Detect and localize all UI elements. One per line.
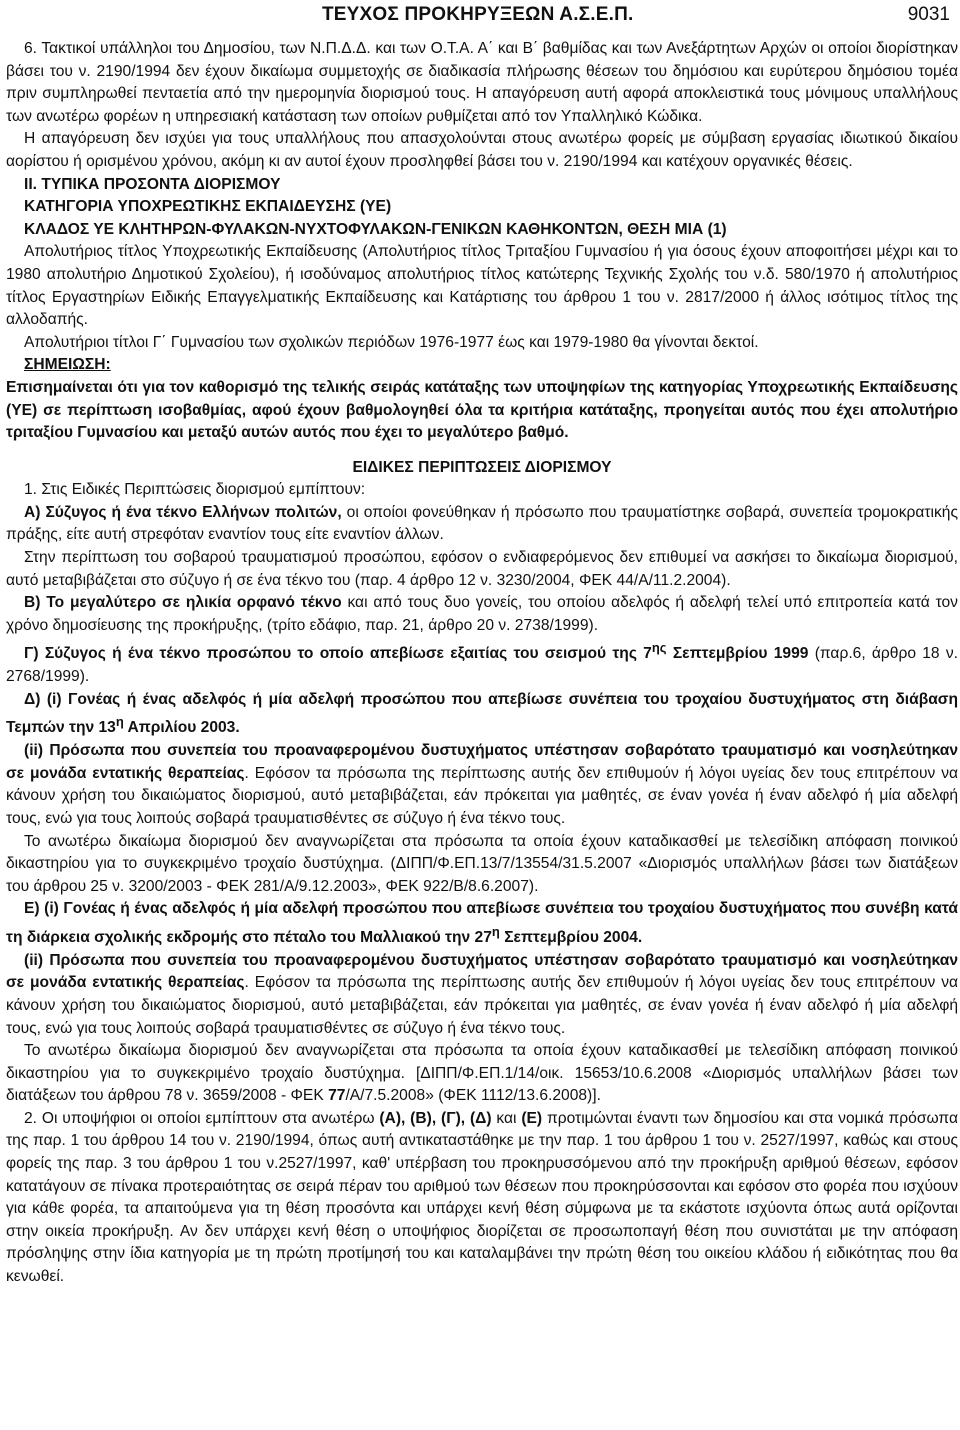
special-cases-intro: 1. Στις Ειδικές Περιπτώσεις διορισμού εμπίπτουν: (24, 481, 366, 499)
case-e-exclusion: Το ανωτέρω δικαίωμα διορισμού δεν αναγνωρίζεται στα πρόσωπα τα οποία έχουν καταδικασθεί με τελεσίδικη απόφαση ποινικού δικαστηρίου για το συγκεκριμένο τροχαίο δυστύχημα. [ΔΙΠΠ/Φ.ΕΠ.1/14/οικ. 15653/10.6.2008 «Διορισμός υπαλλήλων βάσει των διατάξεων του άρθρου 78 ν. 3659/2008 - ΦΕΚ 77/Α/7.5.2008» (ΦΕΚ 1112/13.6.2008)]. (6, 1042, 958, 1105)
qualification-gymnasium-text: Απολυτήριοι τίτλοι Γ΄ Γυμνασίου των σχολικών περιόδων 1976-1977 έως και 1979-1980 θα γίνονται δεκτοί. (24, 333, 759, 351)
qualification-text: Απολυτήριος τίτλος Υποχρεωτικής Εκπαίδευσης (Απολυτήριος τίτλος Τριταξίου Γυμνασίου ή για όσους έχουν αποφοιτήσει μέχρι και το 1980 απολυτήριο Δημοτικού Σχολείου), ή ισοδύναμος απολυτήριος τίτλος κατώτερης Τεχνικής Σχολής του ν.δ. 580/1970 ή απολυτήριος τίτλος Εργαστηρίων Ειδικής Επαγγελματικής Εκπαίδευσης και Κατάρτισης του άρθρου 1 του ν. 2817/2000 ή άλλος ισότιμος τίτλος της αλλοδαπής. (6, 243, 958, 329)
case-d-i: Δ) (i) Γονέας ή ένας αδελφός ή μία αδελφή προσώπου που απεβίωσε συνέπεια του τροχαίου δυστυχήματος στη διάβαση Τεμπών την $13^\eta$ Απριλίου 2003. (6, 690, 958, 737)
paragraph-permanent-employees: 6. Τακτικοί υπάλληλοι του Δημοσίου, των Ν.Π.Δ.Δ. και των Ο.Τ.Α. Α΄ και Β΄ βαθμίδας και των Ανεξάρτητων Αρχών οι οποίοι διορίστηκαν βάσει του ν. 2190/1994 δεν έχουν δικαίωμα συμμετοχής σε διαδικασία πλήρωσης θέσεων του δημόσιου και ευρύτερου δημόσιου τομέα πριν συμπληρωθεί πενταετία από την ημερομηνία διορισμού τους. Η απαγόρευση αυτή αφορά αποκλειστικά τους μόνιμους υπαλλήλους των ανωτέρω φορέων η υπηρεσιακή κατάσταση των οποίων ρυθμίζεται από τον Υπαλληλικό Κώδικα. (6, 40, 958, 125)
category-heading: ΚΑΤΗΓΟΡΙΑ ΥΠΟΧΡΕΩΤΙΚΗΣ ΕΚΠΑΙΔΕΥΣΗΣ (ΥΕ) (24, 198, 392, 216)
case-d-exclusion: Το ανωτέρω δικαίωμα διορισμού δεν αναγνωρίζεται στα πρόσωπα τα οποία έχουν καταδικασθεί με τελεσίδικη απόφαση ποινικού δικαστηρίου για το συγκεκριμένο τροχαίο δυστύχημα. (ΔΙΠΠ/Φ.ΕΠ.13/7/13554/31.5.2007 «Διορισμός υπαλλήλων βάσει των διατάξεων του άρθρου 25 ν. 3200/2003 - ΦΕΚ 281/Α/9.12.2003», ΦΕΚ 922/Β/8.6.2007). (6, 832, 958, 895)
paragraph-priority: 2. Οι υποψήφιοι οι οποίοι εμπίπτουν στα ανωτέρω (Α), (Β), (Γ), (Δ) και (Ε) προτιμώνται έναντι των δημοσίου και στα νομικά πρόσωπα της παρ. 1 του άρθρου 14 του ν. 2190/1994, όπως αυτή αντικαταστάθηκε με την παρ. 1 του άρθρου 1 του ν. 2527/1997, καθώς και στους φορείς της παρ. 3 του άρθρου 1 του ν.2527/1997, καθ' υπέρβαση του προκηρυσσόμενου από την προκήρυξη αριθμού θέσεων, εφόσον κατατάγουν σε πίνακα προτεραιότητας σε σειρά πέραν του αριθμού των θέσεων που προκηρύσσονται και εφόσον στο φορέα που ισχύουν για κάθε φορέα, τα απαιτούμενα για τη θέση προσόντα και υπάρχει κενή θέση σύμφωνα με τα εκάστοτε ισχύοντα όπως αυτά ορίζονται στην οικεία προκήρυξη. Αν δεν υπάρχει κενή θέση ο υποψήφιος διορίζεται σε προσωποπαγή θέση που συνιστάται με την απόφαση πρόσληψης στην ίδια κατηγορία με τη πρώτη προτίμησή του και καταλαμβάνει την πρώτη θέση του οικείου κλάδου ή ειδικότητας που θα κενωθεί. (6, 1109, 958, 1286)
section-heading-qualifications: ΙΙ. ΤΥΠΙΚΑ ΠΡΟΣΟΝΤΑ ΔΙΟΡΙΣΜΟΥ (24, 175, 281, 193)
case-d-ii: (ii) Πρόσωπα που συνεπεία του προαναφερομένου δυστυχήματος υπέστησαν σοβαρότατο τραυματισμό και νοσηλεύτηκαν σε μονάδα εντατικής θεραπείας. Εφόσον τα πρόσωπα της περίπτωσης αυτής δεν επιθυμούν ή λόγοι υγείας δεν τους επιτρέπουν να κάνουν χρήση του δικαιώματος διορισμού, αυτό μεταβιβάζεται, εάν πρόκειται για μαθητές, σε έναν γονέα ή έναν αδελφό ή μία αδελφή τους, ενώ για τους λοιπούς σοβαρά τραυματισθέντες σε σύζυγο ή ένα τέκνο τους. (6, 742, 959, 827)
spacer (6, 445, 958, 457)
special-cases-heading: ΕΙΔΙΚΕΣ ΠΕΡΙΠΤΩΣΕΙΣ ΔΙΟΡΙΣΜΟΥ (352, 458, 612, 476)
journal-title: ΤΕΥΧΟΣ ΠΡΟΚΗΡΥΞΕΩΝ Α.Σ.Ε.Π. (322, 4, 634, 25)
note-label: ΣΗΜΕΙΩΣΗ: (24, 356, 111, 374)
paragraph-private-contract-exception: Η απαγόρευση δεν ισχύει για τους υπαλλήλους που απασχολούνται στους ανωτέρω φορείς με σύμβαση εργασίας ιδιωτικού δικαίου αορίστου ή ορισμένου χρόνου, ακόμη κι αν αυτοί έχουν προσληφθεί βάσει του ν. 2190/1994 και κατέχουν οργανικές θέσεις. (6, 130, 958, 170)
document-body (6, 38, 958, 1289)
page-header (0, 4, 960, 28)
case-a: Α) Σύζυγος ή ένα τέκνο Ελλήνων πολιτών, οι οποίοι φονεύθηκαν ή πρόσωπο που τραυματίστηκε σοβαρά, συνεπεία τρομοκρατικής πράξης, είτε αυτή στρεφόταν εναντίον τους είτε εναντίον άλλων. (6, 503, 958, 544)
case-c: Γ) Σύζυγος ή ένα τέκνο προσώπου το οποίο απεβίωσε εξαιτίας του σεισμού της $7^{\eta\varsigma}$ Σεπτεμβρίου 1999 (παρ.6, άρθρο 18 ν. 2768/1999). (6, 640, 958, 686)
case-e-i: Ε) (i) Γονέας ή ένας αδελφός ή μία αδελφή προσώπου που απεβίωσε συνέπεια του τροχαίου δυστυχήματος που συνέβη κατά τη διάρκεια σχολικής εκδρομής στο πέταλο του Μαλλιακού την $27^\eta$ Σεπτεμβρίου 2004. (6, 900, 958, 947)
case-e-ii: (ii) Πρόσωπα που συνεπεία του προαναφερομένου δυστυχήματος υπέστησαν σοβαρότατο τραυματισμό και νοσηλεύτηκαν σε μονάδα εντατικής θεραπείας. Εφόσον τα πρόσωπα της περίπτωσης αυτής δεν επιθυμούν ή λόγοι υγείας δεν τους επιτρέπουν να κάνουν χρήση του δικαιώματος διορισμού, αυτό μεταβιβάζεται, εάν πρόκειται για μαθητές, σε έναν γονέα ή έναν αδελφό ή μία αδελφή τους, ενώ για τους λοιπούς σοβαρά τραυματισθέντες σε σύζυγο ή ένα τέκνο τους. (6, 951, 959, 1037)
note-text: Επισημαίνεται ότι για τον καθορισμό της τελικής σειράς κατάταξης των υποψηφίων της κατηγορίας Υποχρεωτικής Εκπαίδευσης (ΥΕ) σε περίπτωση ισοβαθμίας, αφού έχουν βαθμολογηθεί όλα τα κριτήρια κατάταξης, προηγείται αυτός που έχει απολυτήριο τριταξίου Γυμνασίου και μεταξύ αυτών αυτός που έχει το μεγαλύτερο βαθμό. (6, 378, 958, 442)
case-b: Β) Το μεγαλύτερο σε ηλικία ορφανό τέκνο και από τους δυο γονείς, του οποίου αδελφός ή αδελφή τελεί υπό επιτροπεία κατά τον χρόνο δημοσίευσης της προκήρυξης, (τρίτο εδάφιο, παρ. 21, άρθρο 20 ν. 2738/1999). (6, 594, 958, 634)
branch-heading: ΚΛΑΔΟΣ ΥΕ ΚΛΗΤΗΡΩΝ-ΦΥΛΑΚΩΝ-ΝΥΧΤΟΦΥΛΑΚΩΝ-ΓΕΝΙΚΩΝ ΚΑΘΗΚΟΝΤΩΝ, ΘΕΣΗ ΜΙΑ (1) (24, 220, 727, 238)
case-a-transfer: Στην περίπτωση του σοβαρού τραυματισμού προσώπου, εφόσον ο ενδιαφερόμενος δεν επιθυμεί να ασκήσει το δικαίωμα διορισμού, αυτό μεταβιβάζεται στο σύζυγο ή σε ένα τέκνο του (παρ. 4 άρθρο 12 ν. 3230/2004, ΦΕΚ 44/Α/11.2.2004). (6, 549, 958, 589)
page-number: 9031 (907, 4, 950, 25)
